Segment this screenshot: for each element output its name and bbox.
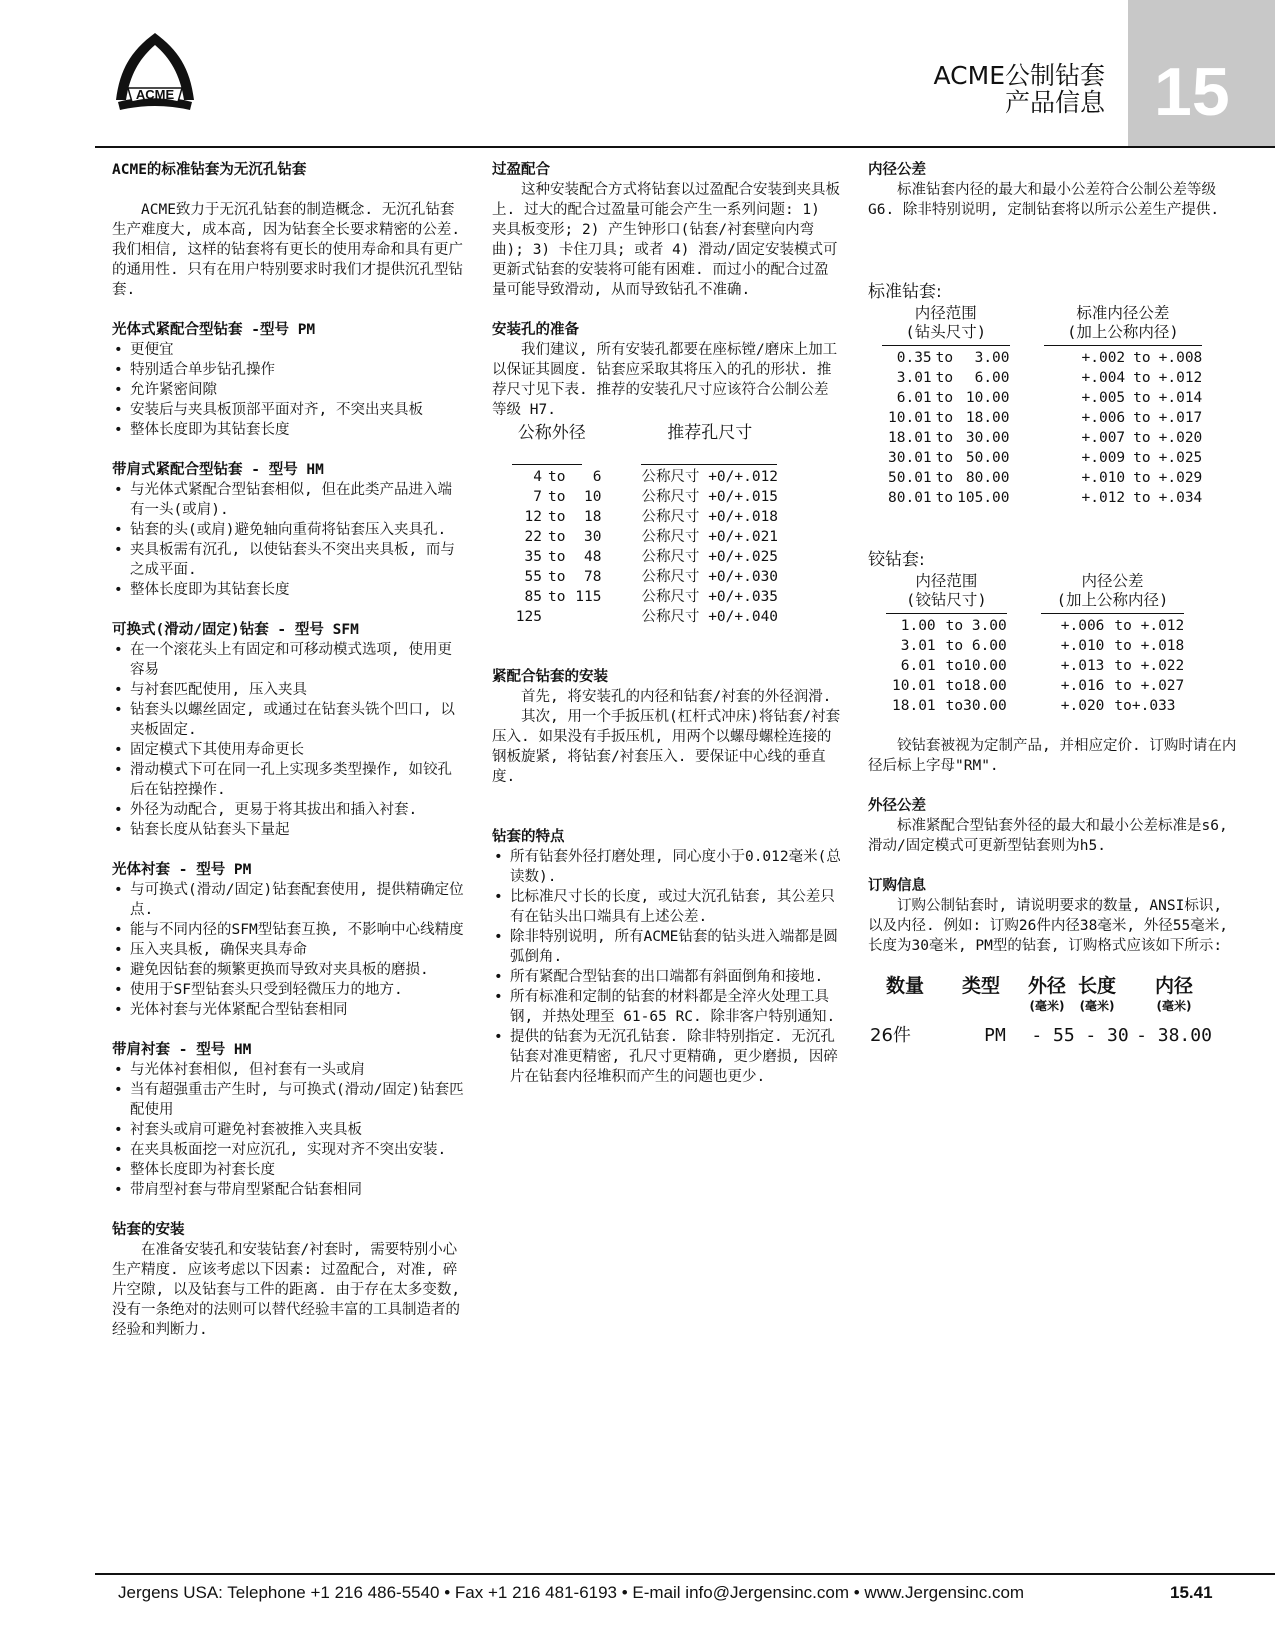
title-line-2: 产品信息 (1004, 88, 1105, 117)
std-header-tolerance (1044, 304, 1203, 342)
list-item: • 钻套的头(或肩)避免轴向重荷将钻套压入夹具孔. (112, 520, 464, 540)
column-1 (112, 160, 464, 1340)
table-cell: +.006 (1060, 618, 1105, 634)
table-cell: +.013 (1060, 658, 1105, 674)
ream-header-tolerance-line2: (加上公称内径) (1056, 591, 1169, 609)
list-item: • 当有超强重击产生时, 与可换式(滑动/固定)钻套匹配使用 (112, 1080, 464, 1120)
order-value-len: - 30 (1085, 1025, 1129, 1046)
table-cell: 公称尺寸 +0/+.035 (641, 589, 779, 605)
title-line-1: ACME公制钻套 (933, 61, 1105, 90)
table-cell: +.020 (1158, 430, 1203, 446)
table-row (882, 428, 1202, 448)
list-item: • 衬套头或肩可避免衬套被推入夹具板 (112, 1120, 464, 1140)
order-unit-len: (毫米) (1079, 999, 1115, 1013)
list-item: • 钻套长度从钻套头下量起 (112, 820, 464, 840)
list-item: • 夹具板需有沉孔, 以使钻套头不突出夹具板, 而与之成平面. (112, 540, 464, 580)
heading-hm-bushing: 带肩式紧配合型钻套 - 型号 HM (112, 462, 324, 478)
table-cell: 10.00 (965, 390, 1010, 406)
order-header-len-cell (1078, 976, 1136, 1016)
page-title (934, 62, 1106, 116)
table-cell: 3.00 (974, 350, 1010, 366)
table-cell: 公称尺寸 +0/+.012 (641, 469, 779, 485)
heading-ordering: 订购信息 (868, 878, 926, 894)
table-cell: 105.00 (957, 490, 1010, 506)
table-cell: 12 (524, 509, 542, 525)
heading-pm-liner: 光体衬套 - 型号 PM (112, 862, 252, 878)
table-row (502, 567, 778, 587)
order-value-qty: 26件 (870, 1025, 911, 1046)
table-cell: +.004 (1081, 370, 1126, 386)
list-item: • 所有紧配合型钻套的出口端都有斜面倒角和接地. (492, 967, 842, 987)
order-value-type: PM (984, 1025, 1006, 1046)
list-item: • 与可换式(滑动/固定)钻套配套使用, 提供精确定位点. (112, 880, 464, 920)
heading-installation: 钻套的安装 (112, 1222, 185, 1238)
table-cell: 6.01 (900, 658, 936, 674)
section-tab (1128, 0, 1275, 148)
heading-id-tolerance: 内径公差 (868, 162, 926, 178)
table-cell: 6.01 (896, 390, 932, 406)
table-cell: +.014 (1158, 390, 1203, 406)
intro-paragraph: ACME致力于无沉孔钻套的制造概念. 无沉孔钻套生产难度大, 成本高, 因为钻套全长要求精密的公差. 我们相信, 这样的钻套将有更长的使用寿命和具有更广的通用性. 只有在用户特别要求时我们才提供沉孔型钻套. (112, 202, 463, 298)
table-cell: +.025 (1158, 450, 1203, 466)
press-fit-paragraph: 这种安装配合方式将钻套以过盈配合安装到夹具板上. 过大的配合过盈量可能会产生一系列问题: 1) 夹具板变形; 2) 产生钟形口(钻套/衬套壁向内弯曲); 3) 卡住刀具; 或者 4) 滑动/固定安装模式可更新式钻套的安装将可能有困难. 而过小的配合过盈量可能导致滑动, 从而导致钻孔不准确. (492, 182, 840, 298)
list-item: • 安装后与夹具板顶部平面对齐, 不突出夹具板 (112, 400, 464, 420)
table-cell: 3.01 (900, 638, 936, 654)
table-cell: to (935, 350, 954, 366)
table-cell: to (1133, 370, 1151, 386)
table-cell: 125 (515, 609, 542, 625)
heading-hm-liner: 带肩衬套 - 型号 HM (112, 1042, 252, 1058)
order-header-qty: 数量 (886, 975, 925, 997)
table-cell: to+.033 (1114, 698, 1176, 714)
table-cell: 6 (592, 469, 602, 485)
logo-text: ACME (135, 87, 175, 102)
table-cell: +.010 (1081, 470, 1126, 486)
id-tolerance-paragraph: 标准钻套内径的最大和最小公差符合公制公差等级 G6. 除非特别说明, 定制钻套将以所示公差生产提供. (868, 182, 1220, 218)
ream-header-tolerance-line1: 内径公差 (1081, 572, 1144, 590)
table-row (502, 607, 778, 627)
table-cell: to (548, 509, 566, 525)
table-cell: 公称尺寸 +0/+.018 (641, 509, 779, 525)
table-cell: to (1133, 430, 1151, 446)
page-number: 15.41 (1170, 1583, 1213, 1602)
ream-note: 铰钻套被视为定制产品, 并相应定价. 订购时请在内径后标上字母"RM". (868, 738, 1237, 774)
order-unit-id: (毫米) (1156, 999, 1192, 1013)
table-row (502, 527, 778, 547)
list-item: • 滑动模式下可在同一孔上实现多类型操作, 如铰孔后在钻控操作. (112, 760, 464, 800)
table-cell: to (548, 489, 566, 505)
list-item: • 带肩型衬套与带肩型紧配合钻套相同 (112, 1180, 464, 1200)
table-cell: to +.022 (1114, 658, 1185, 674)
heading-ream-table: 铰钻套: (868, 550, 925, 570)
table-cell: to +.018 (1114, 638, 1185, 654)
table-cell: 30.01 (888, 450, 932, 466)
table-cell (571, 607, 601, 627)
list-item: • 提供的钻套为无沉孔钻套. 除非特别指定. 无沉孔钻套对准更精密, 孔尺寸更精确, 更少磨损, 因碎片在钻套内径堆积而产生的问题也更少. (492, 1027, 842, 1087)
table-cell: to (1133, 490, 1151, 506)
table-cell: 55 (524, 569, 542, 585)
heading-pm-bushing: 光体式紧配合型钻套 -型号 PM (112, 322, 316, 338)
table-cell: to (1133, 410, 1151, 426)
table-cell: 1.00 (900, 618, 936, 634)
table-cell: to (548, 549, 566, 565)
ream-bushing-table (886, 572, 1184, 716)
std-header-range-line1: 内径范围 (914, 304, 977, 322)
std-header-tolerance-line2: (加上公称内径) (1067, 323, 1179, 341)
table-cell: to (935, 410, 954, 426)
table-cell: +.006 (1081, 410, 1126, 426)
pm-liner-list (112, 880, 464, 1020)
list-item: • 在一个滚花头上有固定和可移动模式选项, 使用更容易 (112, 640, 464, 680)
acme-logo (112, 30, 198, 114)
table-cell: 10 (584, 489, 602, 505)
footer (118, 1583, 1218, 1603)
table-row (882, 368, 1202, 388)
pm-bushing-list (112, 340, 464, 440)
table-cell: 30.00 (965, 430, 1010, 446)
table-cell: to (1133, 390, 1151, 406)
table-cell: to (1133, 470, 1151, 486)
table-cell: to +.012 (1114, 618, 1185, 634)
table-cell: to 3.00 (945, 618, 1007, 634)
table-cell: 18.01 (888, 430, 932, 446)
table-cell: 80.01 (888, 490, 932, 506)
table-cell: to +.027 (1114, 678, 1185, 694)
ream-header-range (886, 572, 1041, 610)
table-cell: 10.01 (892, 678, 936, 694)
order-header-len: 长度 (1078, 975, 1117, 997)
list-item: • 除非特别说明, 所有ACME钻套的钻头进入端都是圆弧倒角. (492, 927, 842, 967)
table-cell: 3.01 (896, 370, 932, 386)
order-unit-od: (毫米) (1029, 999, 1065, 1013)
list-item: • 钻套头以螺丝固定, 或通过在钻套头铣个凹口, 以夹板固定. (112, 700, 464, 740)
table-cell: to (935, 470, 954, 486)
table-row (882, 408, 1202, 428)
table-cell: 18 (584, 509, 602, 525)
list-item: • 外径为动配合, 更易于将其拔出和插入衬套. (112, 800, 464, 820)
table-cell: 80.00 (965, 470, 1010, 486)
table-cell: 18.00 (965, 410, 1010, 426)
table-row (882, 448, 1202, 468)
col-header-hole-size: 推荐孔尺寸 (667, 423, 753, 443)
heading-hole-prep: 安装孔的准备 (492, 322, 579, 338)
list-item: • 比标准尺寸长的长度, 或过大沉孔钻套, 其公差只有在钻头出口端具有上述公差. (492, 887, 842, 927)
list-item: • 特别适合单步钻孔操作 (112, 360, 464, 380)
table-row (502, 487, 778, 507)
table-row (886, 636, 1184, 656)
table-cell: to (1133, 350, 1151, 366)
table-cell: 10.01 (888, 410, 932, 426)
list-item: • 整体长度即为其钻套长度 (112, 420, 464, 440)
table-row (886, 656, 1184, 676)
table-cell: 115 (575, 589, 602, 605)
table-cell: +.002 (1081, 350, 1126, 366)
table-cell: 4 (533, 469, 542, 485)
std-header-range-line2: (钻头尺寸) (905, 323, 987, 341)
table-cell: 18.01 (892, 698, 936, 714)
table-cell: +.005 (1081, 390, 1126, 406)
table-cell: +.012 (1158, 370, 1203, 386)
order-example-table (870, 976, 1212, 1046)
table-cell: 78 (584, 569, 602, 585)
table-row (502, 547, 778, 567)
hole-size-table (502, 424, 778, 627)
table-row (882, 388, 1202, 408)
footer-contact: Jergens USA: Telephone +1 216 486-5540 • Fax +1 216 481-6193 • E-mail info@Jergensinc.com • www.Jergensinc.com (118, 1583, 1025, 1602)
table-cell: to (548, 529, 566, 545)
list-item: • 整体长度即为其钻套长度 (112, 580, 464, 600)
ream-header-range-line1: 内径范围 (915, 572, 978, 590)
list-item: • 固定模式下其使用寿命更长 (112, 740, 464, 760)
table-cell: to10.00 (945, 658, 1007, 674)
heading-od-tolerance: 外径公差 (868, 798, 926, 814)
order-header-type: 类型 (962, 975, 1001, 997)
table-cell: 35 (524, 549, 542, 565)
ream-header-tolerance (1041, 572, 1185, 610)
order-header-od-cell (1028, 976, 1078, 1016)
heading-sfm-bushing: 可换式(滑动/固定)钻套 - 型号 SFM (112, 622, 359, 638)
table-cell (542, 607, 571, 627)
table-cell: to (548, 469, 566, 485)
std-header-range (882, 304, 1044, 342)
column-2 (492, 160, 842, 1087)
table-cell: to (548, 569, 566, 585)
table-row (882, 348, 1202, 368)
list-item: • 所有标准和定制的钻套的材料都是全淬火处理工具钢, 并热处理至 61-65 RC. 除非客户特别通知. (492, 987, 842, 1027)
table-row (502, 467, 778, 487)
table-cell: to (935, 430, 954, 446)
heading-press-install: 紧配合钻套的安装 (492, 669, 608, 685)
table-row (886, 676, 1184, 696)
table-cell: 50.01 (888, 470, 932, 486)
table-cell: to (935, 450, 954, 466)
table-row (882, 488, 1202, 508)
table-cell: +.016 (1060, 678, 1105, 694)
ream-header-range-line2: (铰钻尺寸) (906, 591, 987, 609)
table-cell: to (548, 589, 566, 605)
column-3 (868, 160, 1238, 1046)
table-row (502, 587, 778, 607)
list-item: • 避免因钻套的频繁更换而导致对夹具板的磨损. (112, 960, 464, 980)
table-cell: +.034 (1158, 490, 1203, 506)
table-cell: 公称尺寸 +0/+.015 (641, 489, 779, 505)
table-cell: to (935, 490, 954, 506)
table-cell: to (1133, 450, 1151, 466)
features-list (492, 847, 842, 1087)
table-cell: to (935, 390, 954, 406)
table-row (882, 468, 1202, 488)
table-cell: to 6.00 (945, 638, 1007, 654)
table-cell: +.017 (1158, 410, 1203, 426)
table-row (886, 696, 1184, 716)
hole-prep-paragraph: 我们建议, 所有安装孔都要在座标镗/磨床上加工以保证其圆度. 钻套应采取其将压入的孔的形状. 推荐尺寸见下表. 推荐的安装孔尺寸应该符合公制公差等级 H7. (492, 342, 838, 418)
list-item: • 能与不同内径的SFM型钻套互换, 不影响中心线精度 (112, 920, 464, 940)
press-install-paragraph-2: 其次, 用一个手扳压机(杠杆式冲床)将钻套/衬套压入. 如果没有手扳压机, 用两个以螺母螺栓连接的钢板旋紧, 将钻套/衬套压入. 要保证中心线的垂直度. (492, 709, 841, 785)
table-cell: 公称尺寸 +0/+.030 (641, 569, 779, 585)
heading-press-fit: 过盈配合 (492, 162, 550, 178)
std-header-tolerance-line1: 标准内径公差 (1076, 304, 1170, 322)
table-cell: 50.00 (965, 450, 1010, 466)
table-cell: +.029 (1158, 470, 1203, 486)
table-cell: 48 (584, 549, 602, 565)
list-item: • 与光体衬套相似, 但衬套有一头或肩 (112, 1060, 464, 1080)
section-number: 15 (1154, 54, 1230, 130)
footer-rule (95, 1573, 1275, 1575)
table-cell: +.010 (1060, 638, 1105, 654)
order-header-od: 外径 (1028, 975, 1067, 997)
table-cell: +.007 (1081, 430, 1126, 446)
table-cell: +.009 (1081, 450, 1126, 466)
od-tolerance-paragraph: 标准紧配合型钻套外径的最大和最小公差标准是s6, 滑动/固定模式可更新型钻套则为h5. (868, 818, 1228, 854)
table-cell: 22 (524, 529, 542, 545)
table-cell: 7 (533, 489, 542, 505)
list-item: • 所有钻套外径打磨处理, 同心度小于0.012毫米(总读数). (492, 847, 842, 887)
order-value-od: - 55 (1031, 1025, 1075, 1046)
ordering-paragraph: 订购公制钻套时, 请说明要求的数量, ANSI标识, 以及内径. 例如: 订购26件内径38毫米, 外径55毫米, 长度为30毫米, PM型的钻套, 订购格式应该如下所示: (868, 898, 1228, 954)
standard-bushing-table (882, 304, 1202, 508)
heading-standard-bushing: ACME的标准钻套为无沉孔钻套 (112, 162, 307, 178)
table-cell: 公称尺寸 +0/+.025 (641, 549, 779, 565)
list-item: • 与光体式紧配合型钻套相似, 但在此类产品进入端有一头(或肩). (112, 480, 464, 520)
hm-bushing-list (112, 480, 464, 600)
heading-features: 钻套的特点 (492, 829, 565, 845)
table-cell: to18.00 (945, 678, 1007, 694)
list-item: • 整体长度即为衬套长度 (112, 1160, 464, 1180)
list-item: • 更便宜 (112, 340, 464, 360)
table-cell: 85 (524, 589, 542, 605)
hm-liner-list (112, 1060, 464, 1200)
table-row (502, 507, 778, 527)
sfm-bushing-list (112, 640, 464, 840)
col-header-nominal-od: 公称外径 (517, 423, 586, 443)
table-row (886, 616, 1184, 636)
table-cell: 6.00 (974, 370, 1010, 386)
table-cell: +.020 (1060, 698, 1105, 714)
heading-standard-table: 标准钻套: (868, 282, 942, 302)
list-item: • 使用于SF型钻套头只受到轻微压力的地方. (112, 980, 464, 1000)
list-item: • 压入夹具板, 确保夹具寿命 (112, 940, 464, 960)
table-cell: 0.35 (896, 350, 932, 366)
list-item: • 与衬套匹配使用, 压入夹具 (112, 680, 464, 700)
table-cell: +.008 (1158, 350, 1203, 366)
list-item: • 在夹具板面挖一对应沉孔, 实现对齐不突出安装. (112, 1140, 464, 1160)
press-install-paragraph-1: 首先, 将安装孔的内径和钻套/衬套的外径润滑. (521, 689, 832, 705)
table-cell: to30.00 (945, 698, 1007, 714)
table-cell: 公称尺寸 +0/+.021 (641, 529, 779, 545)
table-cell: +.012 (1081, 490, 1126, 506)
order-header-id: 内径 (1154, 975, 1193, 997)
table-cell: 30 (584, 529, 602, 545)
installation-paragraph: 在准备安装孔和安装钻套/衬套时, 需要特别小心生产精度. 应该考虑以下因素: 过盈配合, 对准, 碎片空隙, 以及钻套与工件的距离. 由于存在太多变数, 没有一条绝对的法则可以替代经验丰富的工具制造者的经验和判断力. (112, 1242, 461, 1338)
list-item: • 允许紧密间隙 (112, 380, 464, 400)
list-item: • 光体衬套与光体紧配合型钻套相同 (112, 1000, 464, 1020)
table-cell: to (935, 370, 954, 386)
table-cell: 公称尺寸 +0/+.040 (641, 609, 779, 625)
order-header-id-cell (1136, 976, 1212, 1016)
header-rule (95, 146, 1275, 148)
order-value-id: - 38.00 (1136, 1025, 1212, 1046)
